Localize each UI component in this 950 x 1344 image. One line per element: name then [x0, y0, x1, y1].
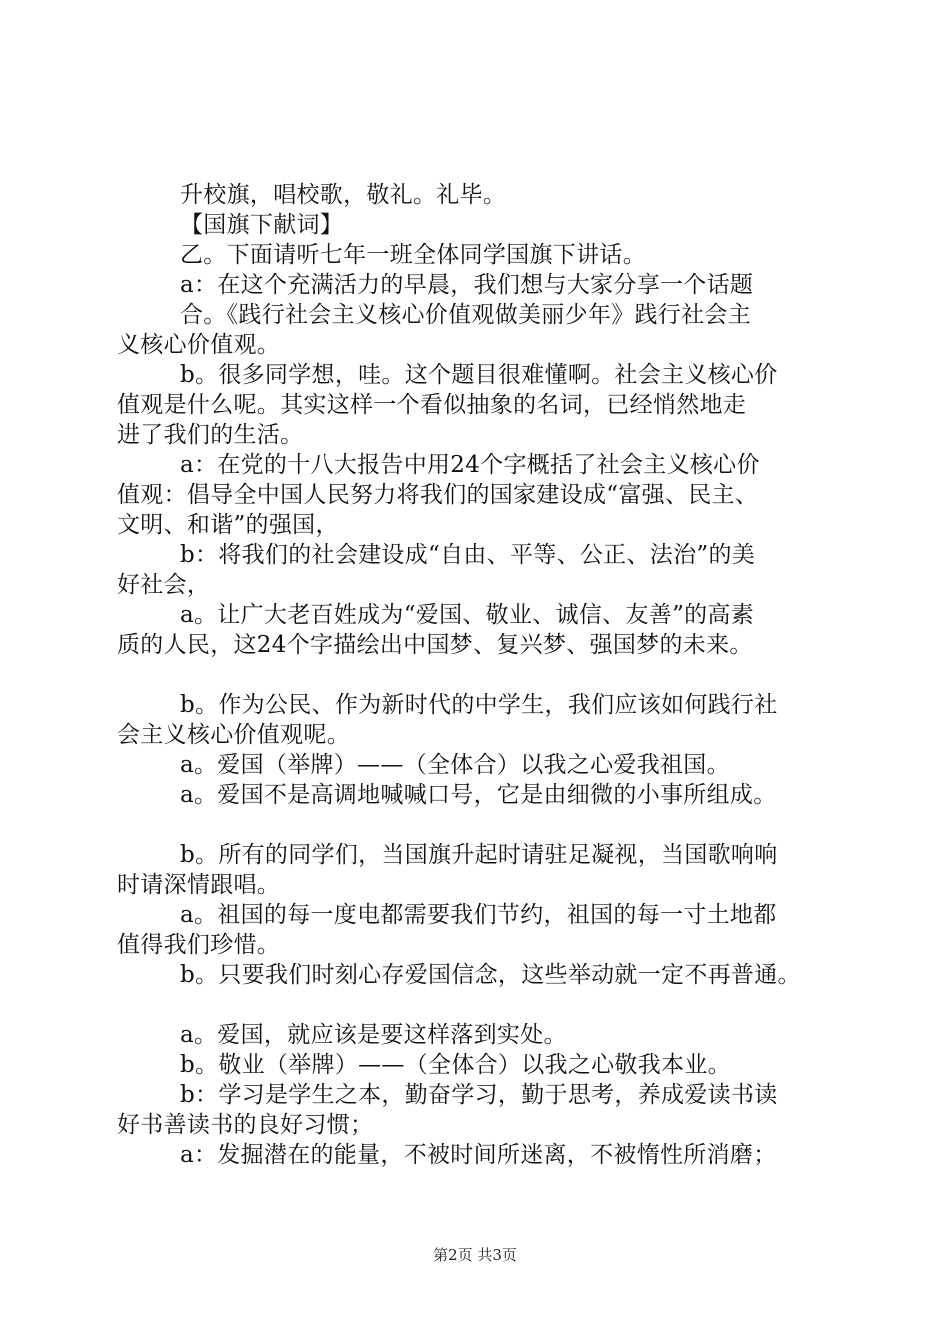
text-line: 好书善读书的良好习惯； [117, 1112, 374, 1138]
text-line: a：在党的十八大报告中用24个字概括了社会主义核心价 [180, 452, 760, 478]
text-line: 好社会， [117, 572, 211, 598]
text-line: 文明、和谐”的强国， [117, 512, 339, 538]
text-line: 升校旗，唱校歌，敬礼。礼毕。 [180, 182, 507, 208]
text-line: 进了我们的生活。 [117, 422, 304, 448]
text-line: b。敬业（举牌）——（全体合）以我之心敬我本业。 [180, 1052, 731, 1078]
text-line: 义核心价值观。 [117, 332, 281, 358]
text-line: b：将我们的社会建设成“自由、平等、公正、法治”的美 [180, 542, 756, 568]
text-line: a。爱国，就应该是要这样落到实处。 [180, 1022, 567, 1048]
text-line: a。让广大老百姓成为“爱国、敬业、诚信、友善”的高素 [180, 602, 755, 628]
text-line: 值得我们珍惜。 [117, 932, 281, 958]
text-line: a。祖国的每一度电都需要我们节约，祖国的每一寸土地都 [180, 902, 777, 928]
text-line: a：发掘潜在的能量，不被时间所迷离，不被惰性所消磨； [180, 1142, 777, 1168]
text-line: b：学习是学生之本，勤奋学习，勤于思考，养成爱读书读 [180, 1082, 778, 1108]
text-line: 时请深情跟唱。 [117, 872, 281, 898]
text-line: b。所有的同学们，当国旗升起时请驻足凝视，当国歌响响 [180, 842, 778, 868]
text-line: a：在这个充满活力的早晨，我们想与大家分享一个话题 [180, 272, 754, 298]
text-line: 质的人民，这24个字描绘出中国梦、复兴梦、强国梦的未来。 [117, 632, 753, 658]
text-line: b。作为公民、作为新时代的中学生，我们应该如何践行社 [180, 692, 778, 718]
text-line: 值观：倡导全中国人民努力将我们的国家建设成“富强、民主、 [117, 482, 759, 508]
text-line: 值观是什么呢。其实这样一个看似抽象的名词，已经悄然地走 [117, 392, 747, 418]
text-line: 乙。下面请听七年一班全体同学国旗下讲话。 [180, 242, 646, 268]
text-line: a。爱国（举牌）——（全体合）以我之心爱我祖国。 [180, 752, 730, 778]
text-line: 会主义核心价值观呢。 [117, 722, 350, 748]
text-line: b。很多同学想，哇。这个题目很难懂啊。社会主义核心价 [180, 362, 778, 388]
text-line: a。爱国不是高调地喊喊口号，它是由细微的小事所组成。 [180, 782, 777, 808]
text-line: b。只要我们时刻心存爱国信念，这些举动就一定不再普通。 [180, 962, 801, 988]
section-heading: 【国旗下献词】 [180, 212, 344, 238]
page-number-footer: 第2页 共3页 [433, 1246, 517, 1264]
text-line: 合。《践行社会主义核心价值观做美丽少年》践行社会主 [180, 302, 751, 328]
